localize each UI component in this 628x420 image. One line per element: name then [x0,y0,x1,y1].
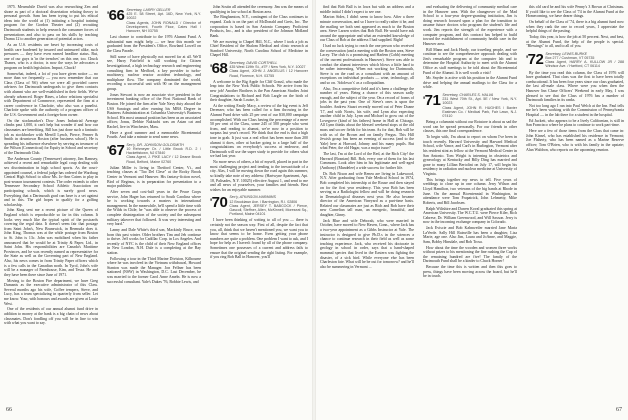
secretary-line: Secretary, LARRY GELLER [126,8,171,12]
class-header-68 [210,61,308,78]
class-officers [442,93,517,118]
class-year: '66 [107,7,125,24]
class-officers [545,52,624,69]
paragraph: Today, this year, is how the job at 50 percent. Next, and best, at the Alumni Fund, the help of the people is special. "Blessings" to all, and to all of you. [526,34,624,49]
page-number: 66 [6,407,12,413]
paragraph: By the time you read this column, the Class of 1976 will have graduated. That class was the first to have been totally coeducational. It has been four years since our class graduated, the last all-male class. Where were you when then the Hanover Inn Chase Officers' Weekend in early May, I was pleased to see that the Class of 1976 has a number of Dartmouth families in its ranks. [526,70,624,103]
paragraph: One of the residents of our annual alumni fund drive in addition to money at the bank is a big chain of news about classmates. Don's fondling off you will be in line to win with what you want to say. [4,307,98,326]
paragraph: Also, I'm a competitive field and it's been a challenge the number of years. Being a chance of this season sadly enough, and the subject of the year. On a record of forms of jobs in the past year. One of Steve's ones is upon the boulder. Andrew Stuart recently moved out of Peter Doane '17, and with Norris, his wife, and Lynn also expecting another child in July. Lynn and Michael to grow out of the Lovegrove (kind of his fathers) home in Hall at Chicago. All Lynn thinks about the blessed weekend stops at the old mass and soccer fields for his team. As for that, Bob will be with us of the Brown and on family Fergus. This Hill Jewish group has been an evening of success (and to the Yale) here at Harvard, Johnny and his many pupils. But what Peter, the old Hagar, was a major issue? [320,86,414,151]
secretary-line: Secretary, LEWIS BURKE [545,51,587,56]
right-page [316,0,628,420]
class-year: '68 [210,59,228,77]
secretary-address: 12 Brooklawn Ave. / Barrington, R.I. 02806 [229,199,298,204]
paragraph: Mr. Snyder is active with his position in the Alumni Fund drive and helping the annual mailings to the Class for a while. [423,76,517,90]
paragraph: Moving to the Boston Fire department, we have Greg Dumanis as the executive administrator of this Class. Several months ago his wife, Coffee tempers, Steve, and Lucy, has a team specializing in quarterly from seller. Let me know. Your, with honours and awards are given at Louie West. [4,278,98,306]
class-agent: Class Agent, HARRY A. KULLOW JR / 288 Windsor Ave. / Hartford, CT 06114 [545,60,624,69]
class-officers [229,195,308,216]
paragraph: Last chance to contribute to the 1976 Alumni Fund. A substantial sum might help — we hear this month we graduated from the President's Office, Rowland Lowell on the Class Parade. [107,35,201,53]
paragraph: Bill Mann and Jack Hardy, our traveling people, and we continue to see the comprehensive approach dealing with Jim's remarkable program at the computer lab and to determine the Hospital Authority to meet with the Alumni Office as staff meetings to be told about the Bicentennial Fund of the Alumni. It is well worth a visit! [423,47,517,75]
paragraph: Because the time this is written and then this goes to press, things have been moving across the board, but he'll be in touch. [423,265,517,279]
paragraph: Ralph Wiltshire and Darren Koval graduated this spring at American University. The W.C.T.U. were Pierce Kiler, Rich Cabrese, Dr. William Greenwood, and Will Saxson. Jerry is now in the incoming exchange company in Colorado. [423,206,517,225]
secretary-address: 425 E. 58 Street, Apt. 16D, New York, N.Y. 10022 [126,12,201,21]
paragraph: As an U.S. residents are beset by increasing costs of health care burdened by insured and uninsured alike, such pressures — they have even earned headline status. But, one of our guys is 'in the trenches' on this one, too. Chuck Thanes, who is a doctor, is now the ways he advocates a program on health legislation. Impact, Chuck! [4,42,98,70]
secretary-line: Sec'y, ATKINSON-HARMIMS [229,195,276,200]
paragraph: On the stockmarket's Dow Jones Industrial Average climbs past 1,000, it can't help but wonder if and how our classmates are benefiting. Bill has just done such a fantastic job as stockbroker with Merrill Lynch, Pierce, Fenner & Smith in downtown Boston (after business school). He is spreading his influence elsewhere by serving as treasurer of the Wilson (Connecticut) for Equity in School and secretary of the Dartmouth Club. [4,118,98,155]
paragraph: John King sent me a recent picture of the Queen of England which is reproducible so far in this column. It looks very much like the typical spirit of the postcards covering the regal data. It doesn't seem fair that postage from Saint John's, New Brunswick, in Bermuda does it. John King, Thomas was at the while postage from Boston to St. John is 13c. John was mobilized when his father announced that he would be at Trinity & Paper, Ltd., in Saint John. His responsibilities are Canada's Maritime Provinces, and he was recently named as representative for the State as well as the Governing part of New England. Also, his news comes in from Trinity Paper officers which is a few calls in the Canadian north. In Tyrol, John's wife will be a manager of Farmhouse, Kim, and Tessa. He and they have been there since June of 1971. [4,208,98,277]
right-column-1 [320,5,414,403]
paragraph: We are moving to Chapel Hill, N.C., where I took a job as Chief Resident of the Shalom Medical and clinic research at Stanford University, North Carolina School of Medicine in Chapel Hill. [210,39,308,58]
paragraph: The last, I'm at the Lord of the Red, at the Rich City! the Harvard (Bosnian) Bill. Bob, every one of them for his last Commons. Look after him in his legitimate and well-aged (Anthony) (Mandelee) a wide success for further life. [320,152,414,170]
class-year: '72 [526,50,544,68]
secretary-line: Secretary, CHARLES S. HALVA [442,93,494,98]
secretary-address: Box 277 / Cushman, VT 05735 [545,55,595,60]
paragraph: Marion Sides, I didn't seem to know how. After a three minute conversation, and so I have to really rather it be, and the mailing we both sent appeared as much to the Boston area. Steve Larsen writes that Bob Ball. He would have ask around the appropriate and what an extended knowledge of our Class of Bob at the address I had supplied. Right! [320,15,414,43]
paragraph: A welcome to the Big Apple for Cliff Grassl, who made the leap into the New York Public Schools. We arrive from his new job! Another Brothers is the Pan American Studies Joint Congratulations to Richard and Bob Largle on the birth of their daughter, Sarah Louise, Jr. [210,79,308,103]
paragraph: The Anderson County (Tennessee) attorney, Jim Ramsey, achieved a recent and remarkable legal coup dealing with sex discrimination in high school sports. As the court-appointed counsel, a federal judge has ordered the Wartburg Central High School to allow Ms. Jo-Ann Cairns to play in post-season tournament contests. The order extends to other Tennessee Secondary School Athletic Association on participating schools, which is surely good news. Everything that a Dartmouth grad can have is a set against and in this. The girl hopes to qualify for a golfing scholarship. [4,156,98,207]
left-column-2 [107,5,201,403]
paragraph: 1975. Meanwhile David was also researching Zen and shone as part of a doctoral dissertation relating theory to personal growth. Sam has been trying to put his ethical ideas into the world at (1) initiating a hospital training program for the Gordon Theater and (2) recruiting Dartmouth students to help research the consumer forces of presentations and also to pass on his skills by teaching Drama 12 to another generation of potential actors. [4,5,98,42]
class-header-67 [107,143,201,164]
paragraph: John Sostin all attended the ceremony. Jim was the means of qualifying in law school at Boston area. [210,5,308,14]
class-year: '71 [423,92,441,110]
class-agent: Class Agent, J. PIKE LACY / 12 Deane Brook Road, Belford, Maine 02760 [126,155,201,164]
paragraph: Somewhat, indeed, a lot of you have given notice — no more than we frequently — you now remember that our Class (Class of '66) when we were all provided career advisers for Dartmouth undergrads to give them contacts with alumni who are well-established in their fields. We've already advanced. Roger Rines, a labor relations specialist with Department of Commerce, represented the firm at a career conference in Charlotte, who also was a panelist. Charlotte spoke with the authority of a program officer of the U.S. Government and a foreign-born owner. [4,71,98,118]
paragraph: I had no luck trying to reach the one person who received the conversation (and a meeting with the Boston area, Steve Lacey. The club is a promising and Harlem (Cobb) meeting of the current professionals in Hanover). Steve was able to conduct the alumni interviews which blows a little hard to be rather interesting. When not working for Dartmouth, Steve is on the road as a consultant with an amount of exceptions on individual products — wine, technology, all and so on. 'Adolesco's' as a colloquialism. [320,44,414,85]
right-column-2 [423,5,517,403]
paragraph: find that Bob Ball is in lowa but with an address and a middle initial I didn't expect to see one. [320,5,414,14]
page-number: 67 [616,407,622,413]
class-year: '67 [107,141,125,159]
paragraph: At the writing Emily Macy, a review of the big event is Jeff Derenzer, who has been called for a firm throwing in the Alumni Fund drive with 25 per cent of our $30,000 campaign accomplished. With our Class having the percentage of a mere 50 per cent of the Class, some 245 of 500 people who went from, and reading to alumni, we're now in a position to surpass last year's record. We think that the end is that a high tone in grab. It just was a real effort has been more than 200 alumni it does, other at backer going to a large half of the congratulations on everybody's success at endeavor, and Dartmouth will use the super study to provide for others what we had last year. [210,103,308,159]
paragraph: Still some of have physically not moved far at all. We'll see, Harry Fairfield is still working for Citizen Investigational, a high technology research and engineering consulting firm in Medford, a key provider to turbo-machinery, nuclear reactor accident technology, and multiphase flow. The company dominated the world, recording a successful unit with 90 on the management group. [107,54,201,91]
left-column-3 [210,5,308,403]
left-column-1 [4,5,98,403]
class-officers [126,143,201,164]
paragraph: this old card he and his wife Penny's 3 Brown at Christmas. If you'd like to see the Class of '74 in the Alumni Fund at the Homecoming, we have dearer things. [526,5,624,19]
left-page [0,0,312,420]
secretary-line: Sec'y, DR. JOHNSON GOLDSMITH [126,142,184,147]
paragraph: Ed Juckett, who appears to be a lively Californian, is still in San Francisco where he plans to continue to work part-time. [526,118,624,128]
secretary-line: Secretary, DAVID CORTHELL [229,60,278,65]
class-header-71 [423,93,517,118]
paragraph: Jack Blue and wife Deborah, who were married in October, have moved to New Haven, Conn., where Jack has a two-year appointment as a Gibbs Instructor at Yale. The instructor is designed to give Ph.D.s in the sciences a chance to continue research in their field as well as some teaching experience. Jack, who received his doctorate in geology in school in order, says that a hand-shaped mammal species that lived in the Eastern was fighting the disaster, of a sick bird. While everyone else has been Charleston fate. What will he be out for tomorrow? and he'll also be summering in Vermont ... [320,218,414,269]
paragraph: The Binghamton, N.Y., contingent of the Class continues to expand. Zack is on the part of McDonald and Greis, Inc. The corporation is based in San Antonio Company Proficient Products, Inc., and is also president of the Johnson Midland Bank. [210,15,308,38]
paragraph: Jonas Stewart is now an associate vice president in the investment banking office of the First National Bank of Boston. He joined the firm after Yale Navy duty aboard the USS Saratoga and after earning his MBA Degree in Business Administration at Columbia University's Business School. His most unusual position has been as an associated officer, Jonas, Debbie Nakiuchi was an Asian cat and Rachel, live in Winchester, Mass. [107,92,201,129]
right-column-3 [526,5,624,403]
paragraph: Lanny and Dale White's third son, Mackinly Bruce, was born this past winter. Older brothers Tim and Jeb continue to thrive. Jeff works for Cadillac Corp. in Los Angeles. And recently of NYC is the child of their New England offices in New London, N.H. Dale is a completing at the Bay station. [107,227,201,255]
secretary-address: 231 West 70th St., Apt. 5E / New York, N.Y. 10023 [442,97,517,106]
class-header-72 [526,52,624,69]
class-header-66 [107,8,201,33]
class-agent: Class Agents, JOHN RONALD / Director of Development, Fourth Floor, Cates Hall / Hanover, NH 03755 [126,20,201,34]
paragraph: Have a good summer and a memorable Bicentennial Fourth. And take a minute to send some news. [107,130,201,140]
class-agent: Class Agent, JERSEY T. BABCOCK / Pierce, Gascoll, Steffner, Allen, McKinnell, Moreseat Sq., Portland, Maine 04101 [229,203,308,217]
class-officers [126,8,201,33]
paragraph: To begin with, I'm about to report on whom I've been in touch recently. Harvard University and Harvard Medical School, wife Vance, and Carl's in Burlington, Vermont after his resident stint as fellow at the Vermont Medical Center in San Antonio. Tom Wright is interning in obstetrics and gynecology at Kentucky and Billy Ding has married and gone to many Lillian Bertolini on July 17, will begin his residency in radiation and nuclear medicine at University of Virginia. [423,135,517,176]
paragraph: On behalf of the Class of '74, there is a big alumni fund now when they rank the one to record years, I appreciate the helpful things of the pasting. [526,19,624,34]
paragraph: Jack Eviscie and Bob Kahnweiler married Jane Maria LaVerde. Sally Hill Rainville has been a daughter, Lisa Marie, age one. Also Jim, Laura and JoAnne, and Maggie, Sam, Bobby Hinsdale, and Bob Trosa. [423,226,517,244]
paragraph: Dr. Bob Nixon and wife Renea are living in Lakewood, N.Y. After graduating from Yale Medical School in 1974, Bob completed his internship at the Rouse and then stayed on for the first year residency. This year Bob has been serving as a Radiologist fellow and will be doing research in Dermatological diseases next year. He also became director of the American Vineyard as a part-time basis. Related our classmates are just as Rich and Bob have their new Carnelian tall man, an energetic, beautiful, and daughter, Ginny. [320,171,414,218]
paragraph: Being a columnist without our Rotatore is about as sad the word can be spread personally. For our friends in other classes, this one final correspondence. [423,120,517,134]
class-header-70 [210,195,308,216]
paragraph: How about the time the wooden and women three works without prizes to his mentioning the fine rushing the Cup of the remaining hundred are five! The family of the Dartmouth Fund shall be a kinder to Chuck Horner! [423,245,517,264]
paragraph: Not too long ago I ran into Paul Welch at the Inn. Paul tells me he's been working with the Commission of Pennsylvania Hospital — in the lab there for a student in the hospital. [526,103,624,118]
paragraph: No more news of others, a bit of myself, placed in part in the most challenging project and tending to the inexactitude of a city. Alas, I will be moving down the road again this summer, so kindly take note of my address: (Hartwyne Apartment, Apt. 18, Palisades, N.Y. 10025) effective August 1, and send to me and all news of yourselves, your families and friends. Best wishes for an enjoyable summer. [210,160,308,192]
paragraph: After seven and cost-half years in the Peace Corps service, John Hager has returned to South Carolina where he is working towards a masters in international management. In the meanwhile, he'll spend a little time with the Wilds in Chile; he "was able to observe the process of complete disintegration of the society and the subsequent military takeover that followed. It was very interesting and very hard." [107,190,201,227]
paragraph: I have been thinking of writing to all of you — there is certainly not the season way. First of all, despite the fact that you, all, think that we haven't mentioned you, we want you to know that seems to be home. Even getting your phone numbers are quite a problem. One problem I want to ask, and I hope for help as I haven't found by all of the phone company. Sometimes one possesses of a current and address fails to ensure that the original sending the right listing. For example, if you ring Bob Ball in Hanover, you'll [210,218,308,260]
class-agent: Class Agent, JOHN J. ANGELUS / 12 Hanover Road, Florence, N.H. 03755 [229,69,308,78]
paragraph: and evaluating the delivering of community medical care in the Hanover area. With the changeover of the Mad School to a four-year degree-granting institution, Jim is doing research focused upon a plan for the transition to assume future doctors who program the student's life and work. Jim reports the strength of the experience with a computer program, and this contract has helped to build toward the establishment of community health care in the Hanover area. [423,5,517,46]
class-agent: Class Agent, JOHN R. HUGHES / Baxter Eastman Co. / Medical Park, Fair Lawn, N.J. 07410 [442,105,517,119]
paragraph: This brings together my news to tell. Five years of weddings to close up in one column. Jerry Wilson and Lloyd Hamilton, two veterans of the big bands at Rhode in June. On the annual Bicentennial in Washington, in attendance were Tom Frapatrick, John Lehmetty, Mike Roberts, and Bill Jacobsen. [423,177,517,205]
secretary-address: 10 Rehmeyer Dr. / Little Brook R.D. 2 / Hackettstown, NJ 07840 [126,147,201,156]
class-officers [229,61,308,78]
secretary-address: 435 West 119th St., #7F / New York, N.Y. 10027 [229,65,306,70]
class-year: '70 [210,194,228,212]
paragraph: Following a tour in the Third Marine Division, Kilbourne where he was involved in the Vietnam withdrawal, Howard Stanton was made the Manager. Jon Fellner has been stationed (NSW) in Washington, D.C. Last December, he was married to the former Carol Anne Ameln. He is now a successful consultant. Yale's Dukes '76, Bobbie Lewis, and [107,256,201,284]
paragraph: Julian Miller is living in Thetford Center, Vt., and teaching classes at "Tao Del Clese" at the Rocky Brook Center in Vermont and Hanover. His fantasy-fiction novel, Bird of Reginus, is in preparation for presentation to a major publisher. [107,165,201,189]
paragraph: Here are a few of those items from the Class that came in: John Kinsel, who has established his residence in Vermont; Joe Flaherty, who has been named as a Marine Reserve officer; Tom O'Brien, who is with his family in the upstate; Alan Waldron, who reports on the upcoming reunion. [526,129,624,152]
